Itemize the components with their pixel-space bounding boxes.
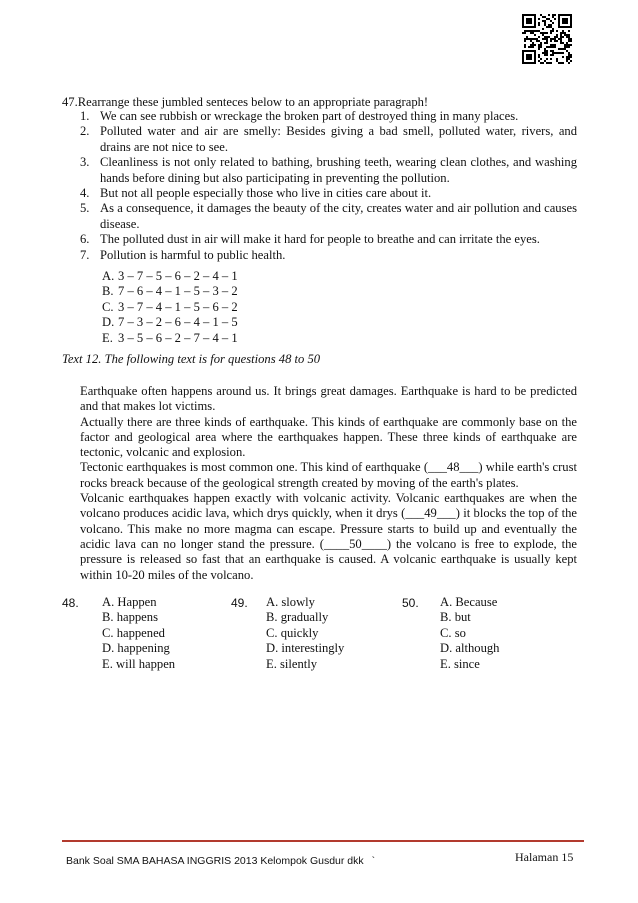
passage-paragraph: Tectonic earthquakes is most common one. This kind of earthquake (___48___) while earth's crust rocks breack because of the geological strength created by moving of the earth's plates.: [80, 460, 577, 490]
question-47-sentence-list: [80, 109, 577, 263]
question-47-options: [102, 269, 238, 346]
item-number: 1.: [80, 109, 90, 123]
earthquake-passage: [80, 384, 577, 583]
answer-option: [102, 300, 238, 315]
item-text: Cleanliness is not only related to bathing, brushing teeth, wearing clean clothes, and washing hands before dining but also participating in preventing the pollution.: [100, 155, 577, 185]
option-letter: A.: [102, 269, 115, 283]
answer-option: D. interestingly: [266, 641, 345, 656]
answer-option: B. but: [440, 610, 471, 625]
question-49-options: [266, 595, 344, 672]
passage-paragraph: Earthquake often happens around us. It brings great damages. Earthquake is hard to be predicted and that makes lot victims.: [80, 384, 577, 414]
item-text: Polluted water and air are smelly: Besides giving a bad smell, polluted water, rivers, and drains are not nice to see.: [100, 124, 577, 154]
list-item: [80, 124, 577, 155]
answer-option: E. since: [440, 656, 480, 671]
passage-paragraph: Actually there are three kinds of earthquake. This kinds of earthquake are commonly base on the factor and geological area where the earthquakes happen. These three kinds of earthquake are tectonic, volcanic and explosion.: [80, 414, 577, 460]
answer-option: A. Happen: [102, 595, 157, 609]
list-item: [80, 186, 577, 201]
answer-option: E. will happen: [102, 656, 176, 671]
item-number: 2.: [80, 124, 90, 139]
answer-option: C. quickly: [266, 625, 319, 640]
answer-option: [102, 331, 238, 346]
item-number: 3.: [80, 155, 90, 170]
question-48-options: [102, 595, 175, 672]
answer-option: D. happening: [102, 641, 170, 656]
item-text: We can see rubbish or wreckage the broken part of destroyed thing in many places.: [100, 109, 519, 123]
page-number: Halaman 15: [515, 850, 574, 864]
list-item: [80, 248, 577, 263]
item-text: But not all people especially those who live in cities care about it.: [100, 186, 432, 201]
answer-option: E. silently: [266, 656, 318, 671]
question-50-options: [440, 595, 499, 672]
option-text: 7 – 3 – 2 – 6 – 4 – 1 – 5: [118, 315, 238, 330]
option-text: 3 – 7 – 4 – 1 – 5 – 6 – 2: [118, 299, 238, 314]
item-text: Pollution is harmful to public health.: [100, 247, 286, 262]
footer-mark: `: [371, 855, 376, 867]
question-47-stem: 47.Rearrange these jumbled senteces below to an appropriate paragraph!: [62, 95, 429, 109]
answer-option: [102, 284, 238, 299]
answer-option: A. Because: [440, 595, 498, 609]
item-number: 4.: [80, 186, 90, 201]
question-48-number: 48.: [62, 596, 79, 610]
item-number: 7.: [80, 247, 90, 262]
answer-option: D. although: [440, 641, 500, 656]
footer-rule: [62, 840, 584, 842]
list-item: [80, 232, 577, 247]
answer-option: B. happens: [102, 610, 158, 625]
answer-option: A. slowly: [266, 595, 315, 609]
passage-paragraph: Volcanic earthquakes happen exactly with volcanic activity. Volcanic earthquakes are when the volcano produces acidic lava, which drys quickly, when it drys (___49___) it blocks the top of the volcano. This make no more magma can escape. Pressure starts to build up and eventually the acidic lava can no longer stand the pressure. (____50____) the volcano is free to explode, the pressure is released so fast that an earthquake is caused. A volcanic earthquake is usually kept within 10-20 miles of the volcano.: [80, 491, 577, 582]
question-49-number: 49.: [231, 596, 248, 610]
option-letter: D.: [102, 315, 115, 330]
answer-option: C. so: [440, 625, 466, 640]
footer-source-text: Bank Soal SMA BAHASA INGGRIS 2013 Kelompok Gusdur dkk: [66, 855, 364, 867]
item-number: 6.: [80, 232, 90, 247]
qr-code-icon: [522, 14, 572, 64]
list-item: [80, 201, 577, 232]
item-text: As a consequence, it damages the beauty of the city, creates water and air pollution and causes disease.: [100, 201, 577, 231]
item-text: The polluted dust in air will make it hard for people to breathe and can irritate the eyes.: [100, 232, 540, 247]
text-12-heading: Text 12. The following text is for questions 48 to 50: [62, 352, 321, 366]
option-text: 3 – 7 – 5 – 6 – 2 – 4 – 1: [118, 269, 238, 283]
list-item: [80, 109, 577, 124]
answer-option: B. gradually: [266, 610, 329, 625]
option-letter: B.: [102, 284, 114, 299]
list-item: [80, 155, 577, 186]
item-number: 5.: [80, 201, 90, 216]
option-letter: E.: [102, 330, 113, 345]
answer-option: [102, 315, 238, 330]
answer-option: C. happened: [102, 625, 165, 640]
option-text: 3 – 5 – 6 – 2 – 7 – 4 – 1: [118, 330, 238, 345]
option-text: 7 – 6 – 4 – 1 – 5 – 3 – 2: [118, 284, 238, 299]
answer-option: [102, 269, 238, 284]
option-letter: C.: [102, 299, 114, 314]
question-50-number: 50.: [402, 596, 419, 610]
footer-source: [66, 855, 375, 867]
